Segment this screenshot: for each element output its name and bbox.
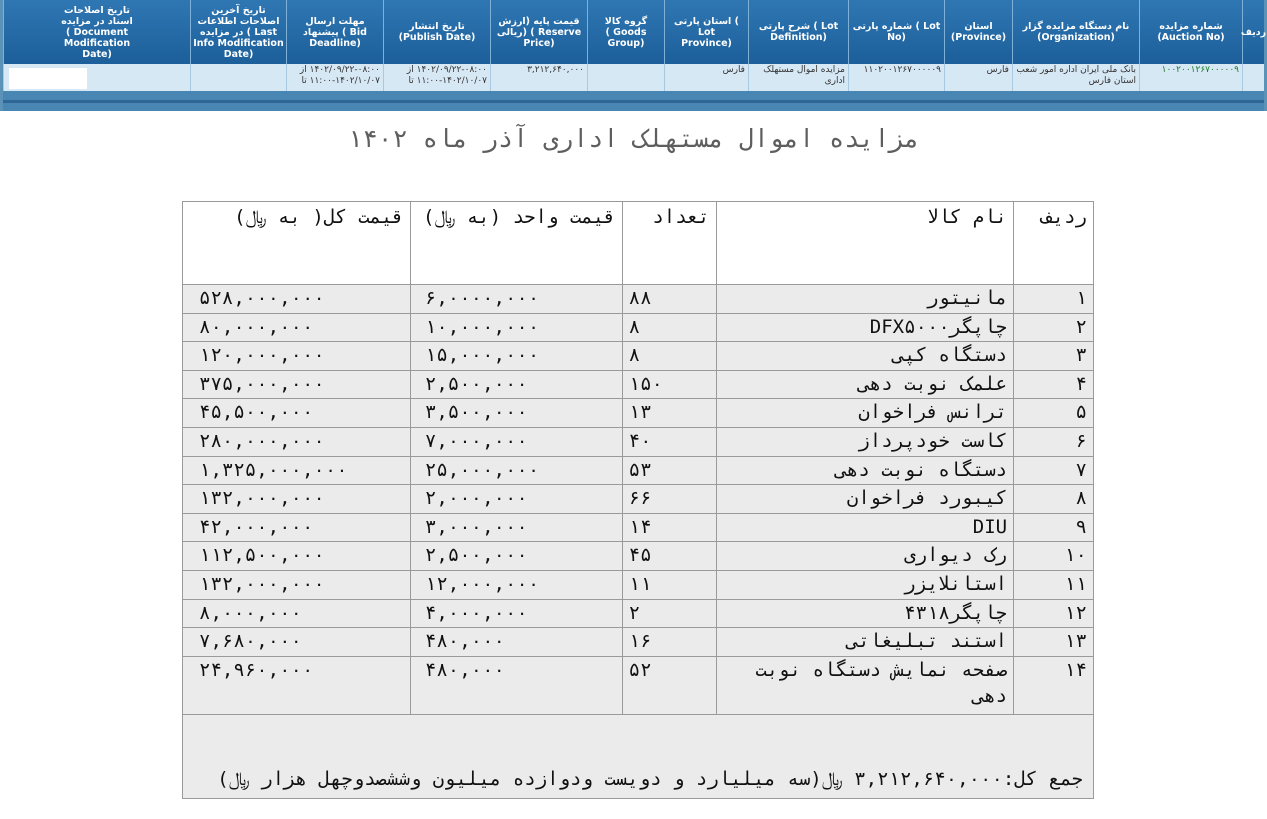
item-name: کاست خودپرداز [716, 427, 1014, 456]
publish-date-cell: ۱۴۰۲/۰۹/۲۲-۰۸:۰۰ از ۱۴۰۲/۱۰/۰۷-۱۱:۰۰ تا [383, 64, 490, 91]
unit-price: ۱۲,۰۰۰,۰۰۰ [410, 570, 622, 599]
items-body [183, 285, 1094, 715]
quantity: ۵۲ [622, 656, 716, 714]
header-col-publish[interactable] [383, 0, 490, 64]
table-row [183, 485, 1094, 514]
row-number: ۱۱ [1014, 570, 1094, 599]
row-number: ۱ [1014, 285, 1094, 314]
lot-no-cell: ۱۱۰۲۰۰۱۲۶۷۰۰۰۰۰۹ [848, 64, 944, 91]
unit-price: ۴۸۰,۰۰۰ [410, 656, 622, 714]
header-col-lot_no[interactable] [848, 0, 944, 64]
total-price: ۱۳۲,۰۰۰,۰۰۰ [183, 570, 411, 599]
row-number: ۱۴ [1014, 656, 1094, 714]
quantity: ۱۶ [622, 628, 716, 657]
header-col-line: تاریخ آخرین [211, 4, 266, 16]
row-radif-cell [1242, 64, 1264, 91]
item-name: چاپگر۴۳۱۸ [716, 599, 1014, 628]
unit-price: ۲۵,۰۰۰,۰۰۰ [410, 456, 622, 485]
header-quantity: تعداد [622, 202, 716, 285]
header-col-line: اصلاحات اطلاعات [197, 15, 280, 27]
row-number: ۲ [1014, 313, 1094, 342]
table-row [183, 656, 1094, 714]
header-col-line: ریالی) ( Reserve [496, 26, 582, 38]
item-name: DIU [716, 513, 1014, 542]
page-title: مزایده اموال مستهلک اداری آذر ماه ۱۴۰۲ [347, 124, 920, 153]
header-col-lot_def[interactable] [748, 0, 848, 64]
header-col-line: اسناد در مزایده [61, 15, 133, 27]
table-footer-row [183, 714, 1094, 798]
deadline-cell: ۱۴۰۲/۰۹/۲۲-۰۸:۰۰ از ۱۴۰۲/۱۰/۰۷-۱۱:۰۰ تا [286, 64, 383, 91]
grand-total: جمع کل:۳,۲۱۲,۶۴۰,۰۰۰ ﷼(سه میلیارد و دویست ودوازده میلیون وششصدوچهل هزار ﷼) [183, 714, 1094, 798]
unit-price: ۳,۵۰۰,۰۰۰ [410, 399, 622, 428]
header-col-line: نام دستگاه مزایده گزار [1022, 21, 1130, 32]
header-col-goods_group[interactable] [587, 0, 664, 64]
header-col-line: تاریخ اصلاحات [64, 4, 130, 16]
row-number: ۱۲ [1014, 599, 1094, 628]
header-col-line: Price) [523, 37, 555, 49]
total-price: ۱۲۰,۰۰۰,۰۰۰ [183, 342, 411, 371]
header-col-line: (Auction No) [1157, 32, 1225, 43]
unit-price: ۲,۰۰۰,۰۰۰ [410, 485, 622, 514]
item-name: استند تبلیغاتی [716, 628, 1014, 657]
header-col-line: استان پارتی ( Lot [674, 15, 739, 38]
header-col-line: ( Document [65, 26, 129, 38]
lot-province-cell: فارس [664, 64, 748, 91]
unit-price: ۲,۵۰۰,۰۰۰ [410, 542, 622, 571]
header-col-line: Group) [607, 37, 645, 49]
item-name: علمک نوبت دهی [716, 370, 1014, 399]
table-row [183, 399, 1094, 428]
row-number: ۱۰ [1014, 542, 1094, 571]
item-name: چاپگرDFX۵۰۰۰ [716, 313, 1014, 342]
price-cell: ۳,۲۱۲,۶۴۰,۰۰۰ [490, 64, 587, 91]
quantity: ۱۵۰ [622, 370, 716, 399]
unit-price: ۱۰,۰۰۰,۰۰۰ [410, 313, 622, 342]
header-col-line: شماره مزایده [1159, 21, 1223, 32]
item-name: مانیتور [716, 285, 1014, 314]
last-info-mod-cell [190, 64, 286, 91]
header-col-line: ( Goods [605, 26, 647, 38]
header-col-line: شماره پارتی ( Lot [852, 21, 941, 32]
item-name: دستگاه نوبت دهی [716, 456, 1014, 485]
item-name: ترانس فراخوان [716, 399, 1014, 428]
header-col-line: قیمت پایه (ارزش [498, 15, 580, 27]
unit-price: ۶,۰۰۰۰,۰۰۰ [410, 285, 622, 314]
header-col-province[interactable] [944, 0, 1012, 64]
header-col-line: Info Modification [193, 37, 284, 49]
header-col-lot_province[interactable] [664, 0, 748, 64]
header-col-line: Deadline) [309, 37, 361, 49]
lot-def-cell: مزایده اموال مستهلک اداری [748, 64, 848, 91]
strip-scroll-band [3, 91, 1264, 111]
listing-header-row [3, 0, 1267, 64]
header-total-price: قیمت کل( به ﷼) [183, 202, 411, 285]
row-number: ۱۳ [1014, 628, 1094, 657]
unit-price: ۷,۰۰۰,۰۰۰ [410, 427, 622, 456]
header-col-line: (Publish Date) [398, 32, 476, 43]
total-price: ۲۸۰,۰۰۰,۰۰۰ [183, 427, 411, 456]
quantity: ۸۸ [622, 285, 716, 314]
header-col-line: مهلت ارسال [305, 15, 365, 27]
items-table [182, 201, 1094, 799]
header-unit-price: قیمت واحد (به ﷼) [410, 202, 622, 285]
unit-price: ۴,۰۰۰,۰۰۰ [410, 599, 622, 628]
item-name: دستگاه کپی [716, 342, 1014, 371]
header-col-line: ردیف [1240, 26, 1267, 38]
organization-cell: بانک ملی ایران اداره امور شعب استان فارس [1012, 64, 1139, 91]
unit-price: ۱۵,۰۰۰,۰۰۰ [410, 342, 622, 371]
header-col-radif[interactable] [1240, 0, 1267, 64]
header-col-line: استان [964, 21, 993, 32]
total-price: ۵۲۸,۰۰۰,۰۰۰ [183, 285, 411, 314]
total-price: ۱۳۲,۰۰۰,۰۰۰ [183, 485, 411, 514]
header-col-line: (Province) [950, 32, 1007, 43]
header-col-line: Date) [223, 48, 254, 60]
table-row [183, 313, 1094, 342]
header-col-deadline[interactable] [286, 0, 383, 64]
auction-no-cell[interactable]: ۱۰۰۲۰۰۱۲۶۷۰۰۰۰۰۹ [1139, 64, 1242, 91]
quantity: ۱۱ [622, 570, 716, 599]
row-number: ۳ [1014, 342, 1094, 371]
item-name: رک دیواری [716, 542, 1014, 571]
total-price: ۱۱۲,۵۰۰,۰۰۰ [183, 542, 411, 571]
row-number: ۵ [1014, 399, 1094, 428]
header-col-line: (Organization) [1037, 32, 1115, 43]
table-header-row [183, 202, 1094, 285]
quantity: ۴۰ [622, 427, 716, 456]
row-number: ۷ [1014, 456, 1094, 485]
table-row [183, 342, 1094, 371]
total-price: ۳۷۵,۰۰۰,۰۰۰ [183, 370, 411, 399]
table-row [183, 456, 1094, 485]
table-row [183, 370, 1094, 399]
total-price: ۸۰,۰۰۰,۰۰۰ [183, 313, 411, 342]
header-col-line: Modification [63, 37, 131, 49]
quantity: ۶۶ [622, 485, 716, 514]
header-col-line: تاریخ انتشار [409, 21, 465, 32]
header-col-auction_no[interactable] [1139, 0, 1242, 64]
unit-price: ۳,۰۰۰,۰۰۰ [410, 513, 622, 542]
quantity: ۲ [622, 599, 716, 628]
header-col-line: No) [887, 32, 906, 43]
listing-data-row[interactable] [3, 64, 1264, 91]
row-number: ۸ [1014, 485, 1094, 514]
item-name: استانلایزر [716, 570, 1014, 599]
quantity: ۸ [622, 313, 716, 342]
header-col-line: در مزایده ( Last [200, 26, 277, 38]
item-name: کیبورد فراخوان [716, 485, 1014, 514]
table-row [183, 628, 1094, 657]
blank-input-box [9, 68, 87, 89]
header-row-no: ردیف [1014, 202, 1094, 285]
province-cell: فارس [944, 64, 1012, 91]
header-col-organization[interactable] [1012, 0, 1139, 64]
header-col-line: شرح پارتی ( Lot [758, 21, 839, 32]
row-number: ۶ [1014, 427, 1094, 456]
auction-listing-strip [0, 0, 1267, 111]
total-price: ۲۴,۹۶۰,۰۰۰ [183, 656, 411, 714]
header-item-name: نام کالا [716, 202, 1014, 285]
table-row [183, 427, 1094, 456]
total-price: ۴۲,۰۰۰,۰۰۰ [183, 513, 411, 542]
row-number: ۹ [1014, 513, 1094, 542]
table-row [183, 542, 1094, 571]
table-row [183, 285, 1094, 314]
unit-price: ۴۸۰,۰۰۰ [410, 628, 622, 657]
row-number: ۴ [1014, 370, 1094, 399]
unit-price: ۲,۵۰۰,۰۰۰ [410, 370, 622, 399]
item-name: صفحه نمایش دستگاه نوبت دهی [716, 656, 1014, 714]
header-col-line: Date) [82, 48, 112, 60]
header-col-line: گروه کالا [604, 15, 648, 27]
header-col-last_info[interactable] [190, 0, 286, 64]
table-row [183, 570, 1094, 599]
header-col-price[interactable] [490, 0, 587, 64]
total-price: ۴۵,۵۰۰,۰۰۰ [183, 399, 411, 428]
goods-group-cell [587, 64, 664, 91]
table-row [183, 599, 1094, 628]
quantity: ۱۳ [622, 399, 716, 428]
quantity: ۵۳ [622, 456, 716, 485]
header-col-line: پیشنهاد ( Bid [303, 26, 367, 38]
quantity: ۱۴ [622, 513, 716, 542]
header-col-doc_mod[interactable] [3, 0, 190, 64]
header-col-line: Province) [681, 37, 732, 49]
quantity: ۸ [622, 342, 716, 371]
header-col-line: Definition) [770, 32, 827, 43]
table-row [183, 513, 1094, 542]
total-price: ۸,۰۰۰,۰۰۰ [183, 599, 411, 628]
quantity: ۴۵ [622, 542, 716, 571]
total-price: ۱,۳۲۵,۰۰۰,۰۰۰ [183, 456, 411, 485]
total-price: ۷,۶۸۰,۰۰۰ [183, 628, 411, 657]
